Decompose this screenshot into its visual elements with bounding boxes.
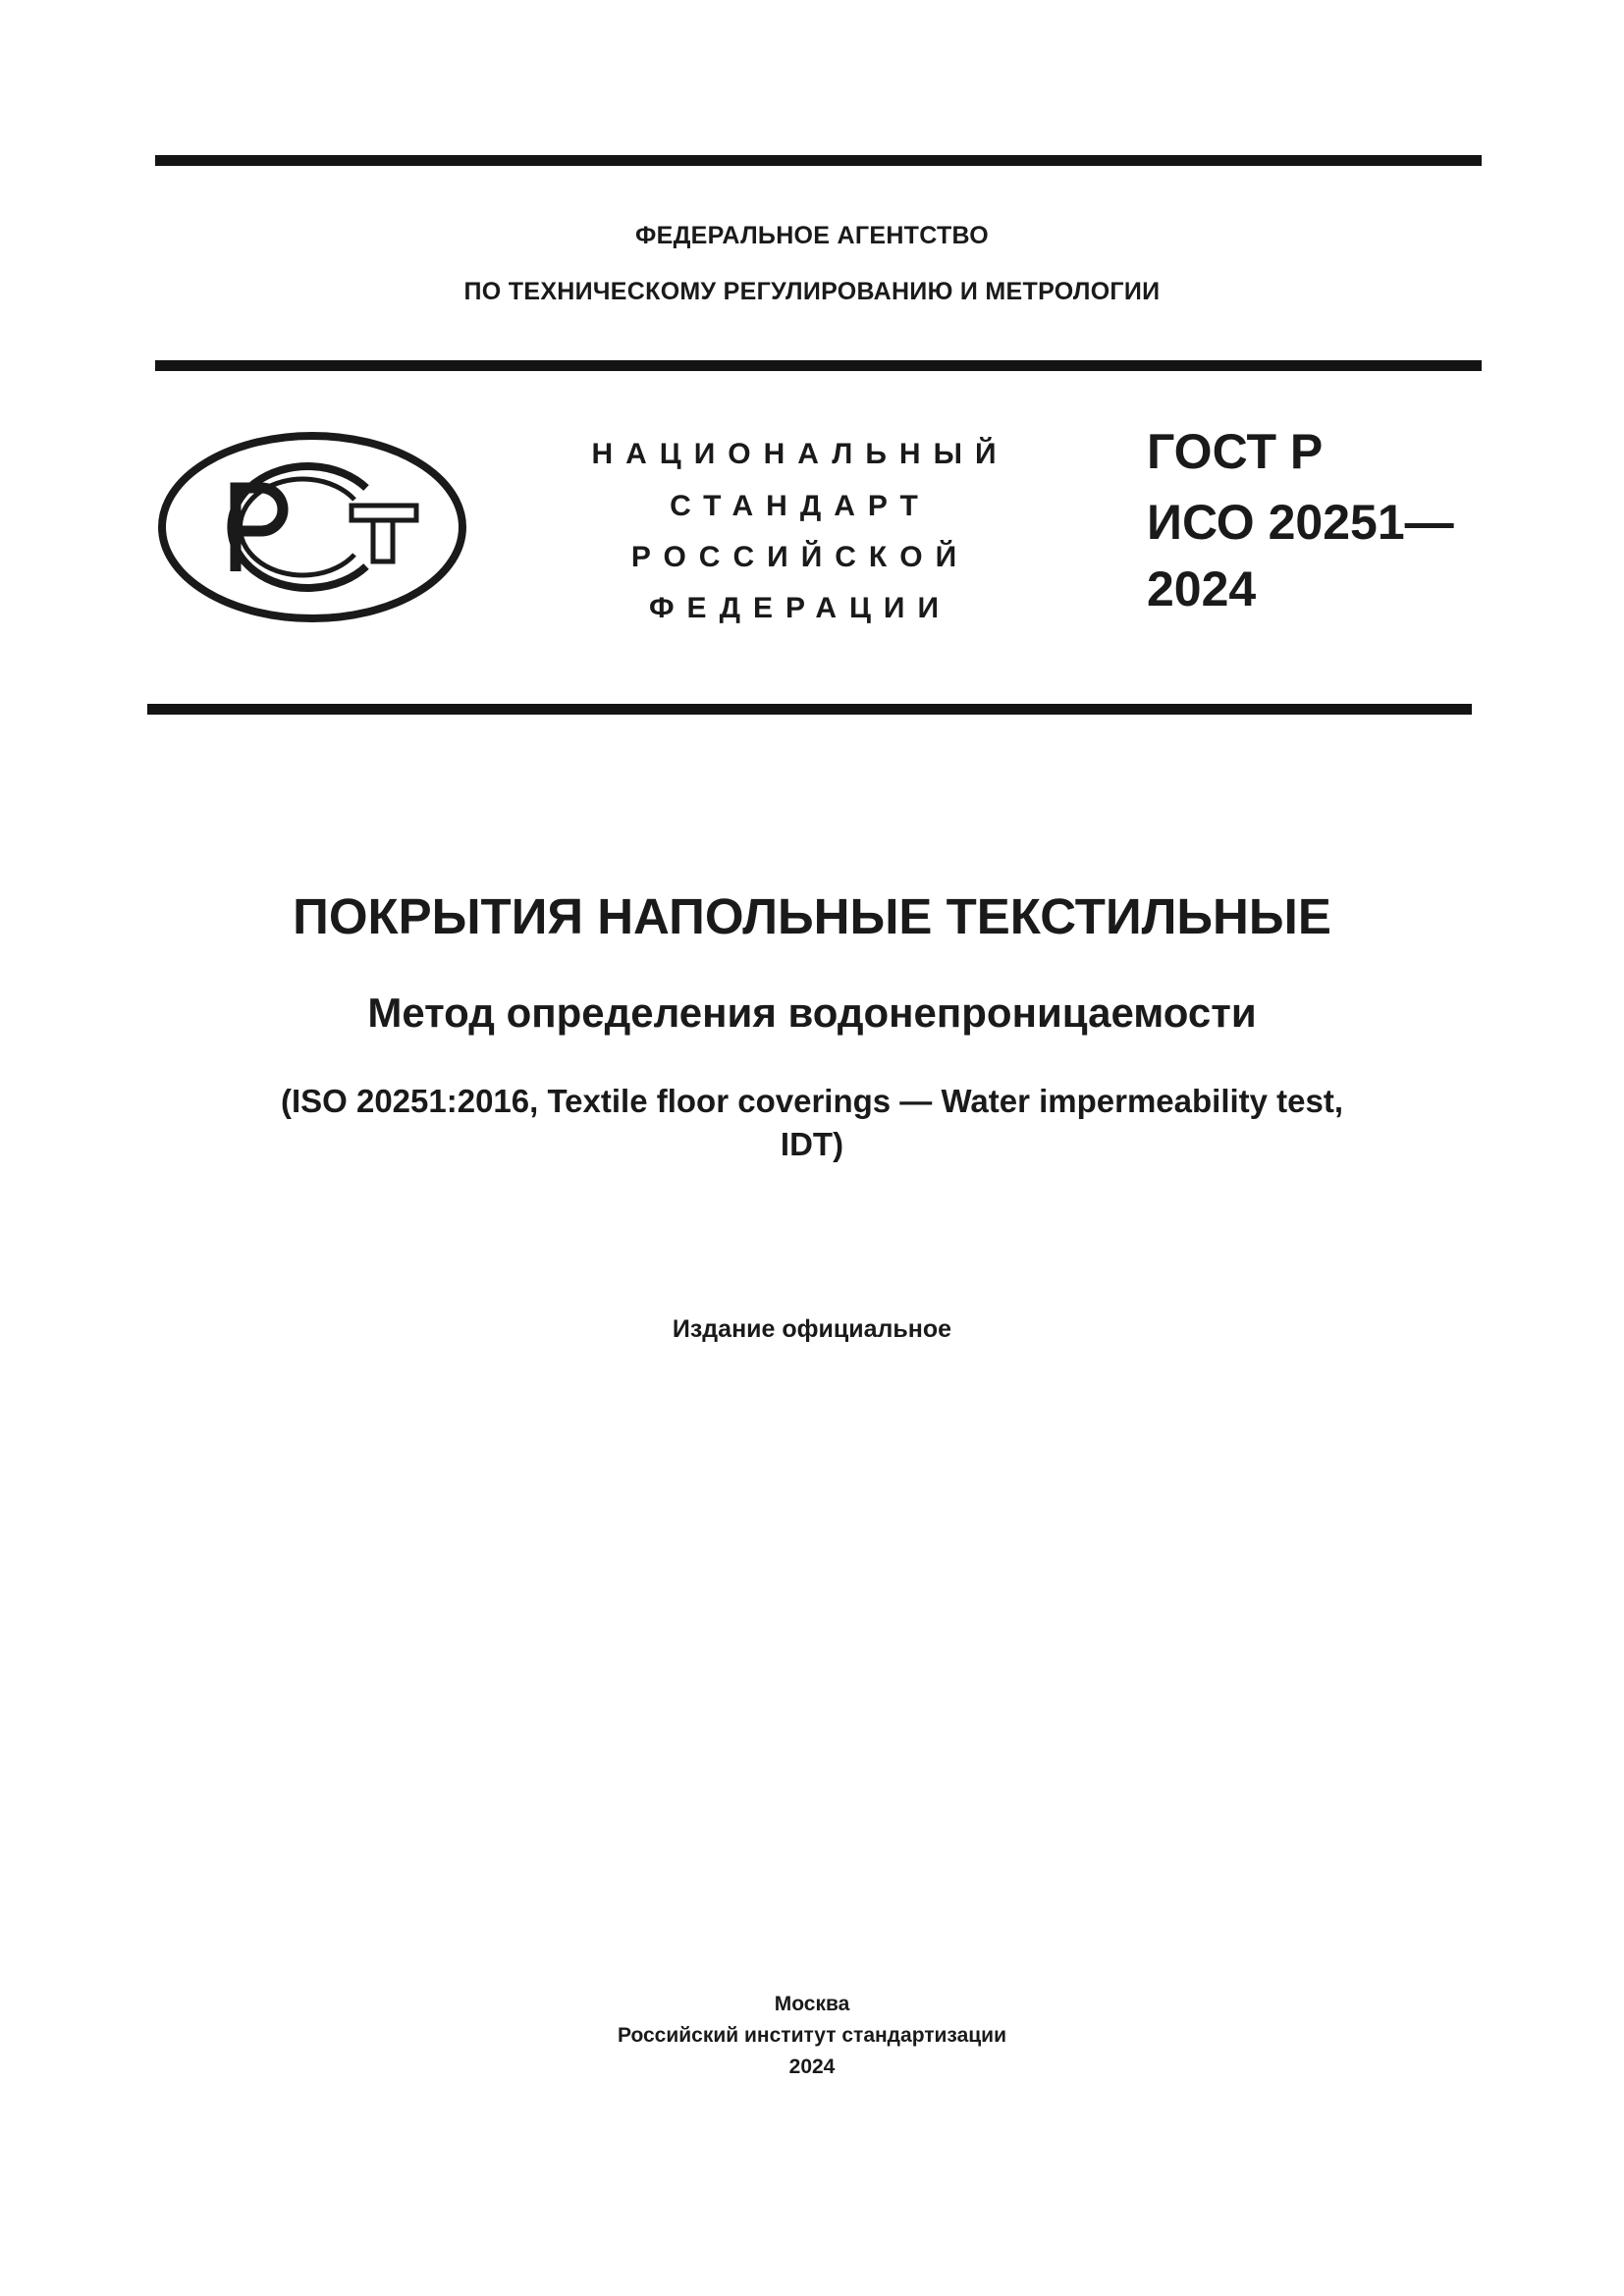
standard-type-line-3: РОССИЙСКОЙ [630, 541, 970, 573]
imprint-year: 2024 [788, 2056, 836, 2078]
imprint-publisher: Российский институт стандартизации [617, 2024, 1007, 2047]
agency-rule [155, 360, 1482, 371]
standard-type-line-2: СТАНДАРТ [670, 490, 931, 522]
designation-line-3: 2024 [1147, 561, 1257, 616]
designation-line-1: ГОСТ Р [1147, 424, 1324, 479]
top-rule [155, 155, 1482, 166]
standard-type-line-1: НАЦИОНАЛЬНЫЙ [591, 438, 1009, 470]
edition-label: Издание официальное [672, 1315, 952, 1343]
designation-line-2: ИСО 20251— [1147, 495, 1454, 550]
header-rule [147, 704, 1472, 715]
document-title: ПОКРЫТИЯ НАПОЛЬНЫЕ ТЕКСТИЛЬНЫЕ [293, 888, 1331, 944]
source-standard-line-2: IDT) [780, 1126, 844, 1162]
agency-name-line-1: ФЕДЕРАЛЬНОЕ АГЕНТСТВО [634, 222, 990, 249]
agency-name-line-2: ПО ТЕХНИЧЕСКОМУ РЕГУЛИРОВАНИЮ И МЕТРОЛОГИИ [463, 278, 1161, 305]
document-subtitle: Метод определения водонепроницаемости [367, 989, 1257, 1036]
standard-type-line-4: ФЕДЕРАЦИИ [648, 592, 952, 624]
source-standard-line-1: (ISO 20251:2016, Textile floor coverings — Water impermeability test, [280, 1083, 1344, 1119]
rst-conformity-mark-icon [155, 429, 469, 625]
imprint-city: Москва [774, 1993, 850, 2015]
